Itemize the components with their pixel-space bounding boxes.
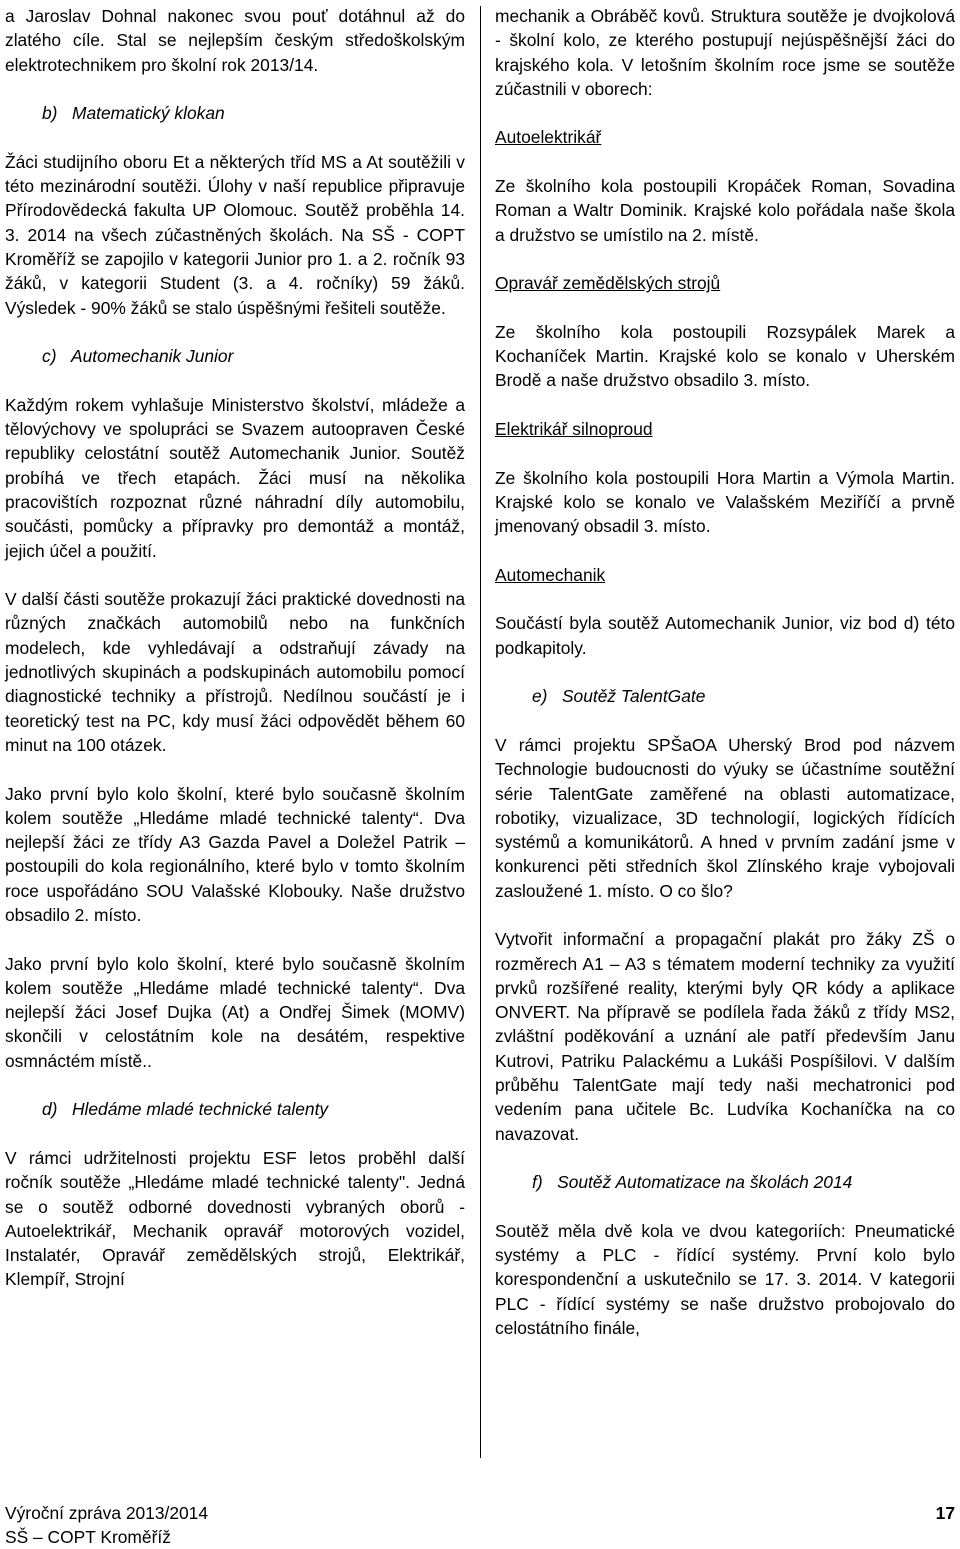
paragraph: Soutěž měla dvě kola ve dvou kategoriích: Pneumatické systémy a PLC - řídící systémy. První kolo bylo korespondenční a uskutečnilo se 17. 3. 2014. V kategorii PLC - řídící systémy se naše družstvo probojovalo do celostátního finále,	[495, 1220, 955, 1339]
page-number: 17	[935, 1503, 955, 1523]
paragraph: V další části soutěže prokazují žáci praktické dovednosti na různých značkách automobilů nebo na funkčních modelech, kde vyhledávají a odstraňují závady na jednotlivých skupinách a podskupinách automobilu pomocí diagnostické techniky a přístrojů. Nedílnou součástí je i teoretický test na PC, kdy musí žáci odpovědět během 60 minut na 100 otázek.	[5, 589, 465, 755]
section-heading-d: d) Hledáme mladé technické talenty	[42, 1099, 329, 1120]
paragraph: a Jaroslav Dohnal nakonec svou pouť dotáhnul až do zlatého cíle. Stal se nejlepším českým středoškolským elektrotechnikem pro školní rok 2013/14.	[5, 6, 465, 75]
subheading-elektrikar: Elektrikář silnoproud	[495, 419, 653, 440]
paragraph: Ze školního kola postoupili Kropáček Roman, Sovadina Roman a Waltr Dominik. Krajské kolo pořádala naše škola a družstvo se umístilo na 2. místě.	[495, 176, 955, 245]
column-divider	[480, 6, 481, 1458]
left-column	[5, 4, 465, 1292]
paragraph: Každým rokem vyhlašuje Ministerstvo školství, mládeže a tělovýchovy ve spolupráci se Svazem autoopraven České republiky celostátní soutěž Automechanik Junior. Soutěž probíhá ve třech etapách. Žáci musí na několika pracovištích rozpoznat různé náhradní díly automobilu, součásti, pomůcky a přípravky pro demontáž a montáž, jejich účel a použití.	[5, 394, 465, 561]
paragraph: Vytvořit informační a propagační plakát pro žáky ZŠ o rozměrech A1 – A3 s tématem moderní techniky za využití prvků rozšířené reality, kterými byly QR kódy a aplikace ONVERT. Na přípravě se podílela řada žáků z třídy MS2, zvláštní poděkování a uznání ale patří především Janu Kutrovi, Patriku Palackému a Lukáši Pospíšilovi. V dalším průběhu TalentGate mají tedy naši mechatronici pod vedením pana učitele Bc. Ludvíka Kochaníčka na co navazovat.	[495, 929, 955, 1144]
section-heading-b: b) Matematický klokan	[42, 103, 225, 124]
paragraph: Ze školního kola postoupili Rozsypálek Marek a Kochaníček Martin. Krajské kolo se konalo v Uherském Brodě a naše družstvo obsadilo 3. místo.	[495, 321, 955, 391]
paragraph: V rámci udržitelnosti projektu ESF letos proběhl další ročník soutěže „Hledáme mladé technické talenty". Jedná se o soutěž odborné dovednosti vybraných oborů - Autoelektrikář, Mechanik opravář motorových vozidel, Instalatér, Opravář zemědělských strojů, Elektrikář, Klempíř, Strojní	[5, 1147, 465, 1290]
paragraph: V rámci projektu SPŠaOA Uherský Brod pod názvem Technologie budoucnosti do výuky se účastníme soutěžní série TalentGate zaměřené na oblasti automatizace, robotiky, vizualizace, 3D technologií, logických řídících systémů a komunikátorů. A hned v prvním zadání jsme v konkurenci pěti středních škol Zlínského kraje vybojovali zasloužené 1. místo. O co šlo?	[495, 734, 955, 901]
paragraph: Žáci studijního oboru Et a některých tříd MS a At soutěžili v této mezinárodní soutěži. Úlohy v naší republice připravuje Přírodovědecká fakulta UP Olomouc. Soutěž proběhla 14. 3. 2014 na všech zúčastněných školách. Na SŠ - COPT Kroměříž se zapojilo v kategorii Junior pro 1. a 2. ročník 93 žáků, v kategorii Student (3. a 4. ročníky) 59 žáků. Výsledek - 90% žáků se stalo úspěšnými řešiteli soutěže.	[5, 151, 465, 318]
paragraph: Ze školního kola postoupili Hora Martin a Výmola Martin. Krajské kolo se konalo ve Valašském Meziříčí a prvně jmenovaný obsadil 3. místo.	[495, 467, 955, 537]
subheading-automechanik: Automechanik	[495, 564, 606, 585]
paragraph: mechanik a Obráběč kovů. Struktura soutěže je dvojkolová - školní kolo, ze kterého postupují nejúspěšnější žáci do krajského kola. V letošním školním roce jsme se soutěže zúčastnili v oborech:	[495, 6, 955, 99]
subheading-opravar: Opravář zemědělských strojů	[495, 273, 721, 294]
school-name: SŠ – COPT Kroměříž	[5, 1527, 171, 1547]
section-heading-e: e) Soutěž TalentGate	[532, 686, 706, 707]
section-heading-c: c) Automechanik Junior	[42, 346, 234, 367]
paragraph: Jako první bylo kolo školní, které bylo současně školním kolem soutěže „Hledáme mladé technické talenty“. Dva nejlepší žáci Josef Dujka (At) a Ondřej Šimek (MOMV) skončili v celostátním kole na desátém, respektive osmnáctém místě..	[5, 953, 465, 1071]
subheading-autoelektrikar: Autoelektrikář	[495, 127, 602, 148]
paragraph: Jako první bylo kolo školní, které bylo současně školním kolem soutěže „Hledáme mladé technické talenty“. Dva nejlepší žáci ze třídy A3 Gazda Pavel a Doležel Patrik – postoupili do kola regionálního, které bylo v tomto školním roce uspořádáno SOU Valašské Klobouky. Naše družstvo obsadilo 2. místo.	[5, 783, 465, 925]
section-heading-f: f) Soutěž Automatizace na školách 2014	[532, 1172, 853, 1193]
paragraph: Součástí byla soutěž Automechanik Junior, viz bod d) této podkapitoly.	[495, 613, 955, 658]
right-column	[495, 4, 955, 1340]
report-title: Výroční zpráva 2013/2014	[5, 1503, 209, 1523]
